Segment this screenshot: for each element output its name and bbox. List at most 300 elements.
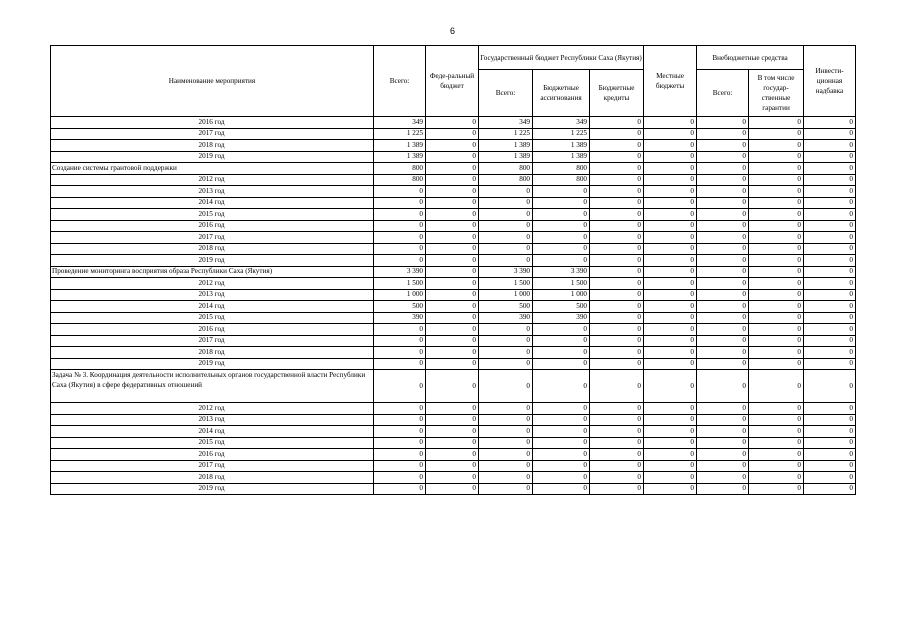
- row-value: 1 389: [374, 140, 426, 152]
- row-value: 0: [804, 460, 856, 472]
- row-value: 1 389: [374, 151, 426, 163]
- row-value: 0: [644, 472, 697, 484]
- row-value: 390: [479, 312, 533, 324]
- row-value: 1 389: [533, 140, 590, 152]
- row-value: 0: [426, 324, 479, 336]
- row-value: 0: [426, 335, 479, 347]
- row-value: 0: [804, 174, 856, 186]
- row-value: 0: [749, 460, 804, 472]
- row-value: 0: [644, 278, 697, 290]
- row-value: 0: [749, 414, 804, 426]
- row-value: 0: [749, 483, 804, 495]
- table-row: [51, 437, 856, 449]
- row-value: 0: [644, 437, 697, 449]
- row-name: 2012 год: [51, 174, 374, 186]
- row-value: 0: [644, 403, 697, 415]
- header-total: Всего:: [374, 46, 426, 117]
- row-value: 0: [749, 437, 804, 449]
- row-value: 0: [590, 472, 644, 484]
- row-value: 0: [697, 163, 749, 175]
- row-value: 0: [697, 483, 749, 495]
- row-value: 0: [590, 266, 644, 278]
- row-value: 0: [374, 472, 426, 484]
- row-value: 0: [697, 140, 749, 152]
- row-value: 0: [374, 437, 426, 449]
- row-value: 0: [590, 460, 644, 472]
- row-value: 0: [374, 449, 426, 461]
- row-value: 0: [804, 197, 856, 209]
- row-value: 0: [804, 370, 856, 403]
- row-value: 0: [533, 483, 590, 495]
- row-value: 1 000: [374, 289, 426, 301]
- row-value: 0: [804, 358, 856, 370]
- row-value: 0: [749, 403, 804, 415]
- row-value: 0: [697, 289, 749, 301]
- row-value: 0: [426, 483, 479, 495]
- row-value: 0: [426, 403, 479, 415]
- row-value: 0: [479, 426, 533, 438]
- row-value: 0: [697, 347, 749, 359]
- row-value: 0: [644, 301, 697, 313]
- row-value: 0: [533, 324, 590, 336]
- row-value: 0: [804, 255, 856, 267]
- row-value: 0: [590, 197, 644, 209]
- row-value: 0: [804, 186, 856, 198]
- header-state-total: Всего:: [479, 70, 533, 117]
- row-value: 0: [426, 347, 479, 359]
- table-header: [51, 46, 856, 117]
- table-row: [51, 472, 856, 484]
- row-value: 1 500: [374, 278, 426, 290]
- table-row: [51, 151, 856, 163]
- row-value: 0: [697, 209, 749, 221]
- row-value: 0: [426, 140, 479, 152]
- row-value: 0: [697, 460, 749, 472]
- row-value: 1 000: [479, 289, 533, 301]
- row-value: 0: [479, 449, 533, 461]
- row-value: 0: [749, 347, 804, 359]
- row-value: 0: [749, 151, 804, 163]
- row-value: 0: [374, 347, 426, 359]
- row-value: 0: [533, 197, 590, 209]
- row-value: 0: [590, 403, 644, 415]
- row-value: 0: [697, 197, 749, 209]
- row-value: 0: [644, 370, 697, 403]
- row-value: 0: [749, 289, 804, 301]
- row-value: 0: [749, 278, 804, 290]
- table-row: [51, 335, 856, 347]
- row-value: 0: [590, 128, 644, 140]
- row-value: 390: [533, 312, 590, 324]
- row-value: 0: [426, 426, 479, 438]
- row-value: 0: [426, 460, 479, 472]
- row-value: 0: [749, 174, 804, 186]
- table-row: [51, 414, 856, 426]
- row-value: 0: [644, 186, 697, 198]
- row-value: 0: [697, 220, 749, 232]
- row-value: 0: [374, 335, 426, 347]
- row-value: 1 389: [479, 151, 533, 163]
- row-name: 2017 год: [51, 128, 374, 140]
- row-value: 0: [644, 163, 697, 175]
- row-value: 0: [697, 232, 749, 244]
- row-value: 0: [533, 449, 590, 461]
- row-value: 0: [804, 324, 856, 336]
- table-row: [51, 312, 856, 324]
- row-value: 0: [804, 266, 856, 278]
- row-value: 0: [804, 289, 856, 301]
- row-value: 0: [533, 209, 590, 221]
- row-value: 0: [644, 460, 697, 472]
- row-value: 0: [644, 151, 697, 163]
- row-value: 0: [804, 403, 856, 415]
- row-value: 0: [697, 370, 749, 403]
- row-value: 390: [374, 312, 426, 324]
- table-row: [51, 197, 856, 209]
- row-value: 0: [426, 232, 479, 244]
- row-value: 0: [804, 449, 856, 461]
- row-value: 1 225: [533, 128, 590, 140]
- row-name: 2016 год: [51, 449, 374, 461]
- row-value: 0: [533, 426, 590, 438]
- table-row: [51, 301, 856, 313]
- row-value: 0: [426, 358, 479, 370]
- row-value: 500: [374, 301, 426, 313]
- row-value: 0: [533, 403, 590, 415]
- row-name: 2017 год: [51, 232, 374, 244]
- row-value: 0: [749, 426, 804, 438]
- row-name: Создание системы грантовой поддержки: [51, 163, 374, 175]
- row-value: 0: [644, 449, 697, 461]
- header-state-allocations: Бюджетные ассигнования: [533, 70, 590, 117]
- row-value: 0: [590, 335, 644, 347]
- row-value: 0: [374, 370, 426, 403]
- row-value: 0: [644, 312, 697, 324]
- row-value: 0: [644, 243, 697, 255]
- row-value: 0: [697, 335, 749, 347]
- row-name: 2017 год: [51, 335, 374, 347]
- row-value: 0: [479, 255, 533, 267]
- row-value: 0: [804, 232, 856, 244]
- row-name: 2012 год: [51, 278, 374, 290]
- row-value: 0: [804, 335, 856, 347]
- row-value: 0: [644, 266, 697, 278]
- row-value: 0: [590, 437, 644, 449]
- row-value: 0: [426, 243, 479, 255]
- table-row: [51, 186, 856, 198]
- row-value: 0: [804, 209, 856, 221]
- row-value: 800: [374, 174, 426, 186]
- row-value: 0: [749, 128, 804, 140]
- row-value: 0: [479, 209, 533, 221]
- row-value: 0: [374, 220, 426, 232]
- row-value: 0: [749, 232, 804, 244]
- table-row: [51, 289, 856, 301]
- row-value: 0: [644, 289, 697, 301]
- row-value: 0: [426, 449, 479, 461]
- row-value: 0: [697, 151, 749, 163]
- row-value: 0: [804, 426, 856, 438]
- row-value: 0: [749, 163, 804, 175]
- row-value: 0: [804, 483, 856, 495]
- row-value: 0: [644, 358, 697, 370]
- row-value: 1 389: [479, 140, 533, 152]
- row-value: 0: [374, 358, 426, 370]
- row-value: 349: [533, 117, 590, 129]
- table-row: [51, 483, 856, 495]
- row-value: 800: [533, 163, 590, 175]
- row-value: 0: [533, 186, 590, 198]
- header-invest: Инвести-ционная надбавка: [804, 46, 856, 117]
- header-local: Местные бюджеты: [644, 46, 697, 117]
- row-value: 0: [804, 472, 856, 484]
- row-value: 0: [426, 209, 479, 221]
- row-value: 0: [590, 255, 644, 267]
- row-value: 0: [426, 163, 479, 175]
- row-name: 2016 год: [51, 220, 374, 232]
- row-value: 0: [804, 312, 856, 324]
- row-value: 0: [426, 174, 479, 186]
- row-value: 0: [749, 243, 804, 255]
- row-value: 0: [590, 301, 644, 313]
- table-row: [51, 403, 856, 415]
- row-value: 0: [479, 324, 533, 336]
- row-value: 0: [479, 243, 533, 255]
- row-value: 0: [426, 255, 479, 267]
- row-value: 0: [697, 358, 749, 370]
- row-value: 0: [697, 278, 749, 290]
- row-value: 0: [479, 197, 533, 209]
- page-number: 6: [449, 26, 455, 36]
- row-name: Задача № 3. Координация деятельности исполнительных органов государственной власти Республики Саха (Якутия) в сфере федеративных отношений: [51, 370, 374, 403]
- row-value: 0: [804, 437, 856, 449]
- row-value: 0: [590, 151, 644, 163]
- row-value: 3 390: [479, 266, 533, 278]
- row-value: 0: [533, 255, 590, 267]
- row-value: 0: [374, 209, 426, 221]
- row-value: 0: [590, 483, 644, 495]
- row-value: 0: [426, 197, 479, 209]
- header-extra-total: Всего:: [697, 70, 749, 117]
- budget-table: [50, 45, 856, 495]
- table-row: [51, 347, 856, 359]
- row-value: 0: [697, 174, 749, 186]
- row-value: 0: [697, 128, 749, 140]
- row-value: 0: [590, 174, 644, 186]
- row-value: 0: [697, 301, 749, 313]
- header-state-credits: Бюджетные кредиты: [590, 70, 644, 117]
- row-value: 0: [374, 186, 426, 198]
- row-value: 1 000: [533, 289, 590, 301]
- row-value: 0: [590, 347, 644, 359]
- row-value: 0: [644, 232, 697, 244]
- header-state-budget: Государственный бюджет Республики Саха (Якутия): [479, 46, 644, 70]
- row-value: 0: [644, 335, 697, 347]
- table-row: [51, 232, 856, 244]
- row-value: 800: [374, 163, 426, 175]
- row-value: 0: [749, 472, 804, 484]
- header-extra-budget: Внебюджетные средства: [697, 46, 804, 70]
- row-value: 0: [804, 414, 856, 426]
- row-value: 0: [590, 324, 644, 336]
- header-extra-guarantees: В том числе государ-ственные гарантии: [749, 70, 804, 117]
- table-row: [51, 163, 856, 175]
- row-value: 1 225: [479, 128, 533, 140]
- row-value: 0: [644, 197, 697, 209]
- table-row: [51, 243, 856, 255]
- row-value: 0: [426, 437, 479, 449]
- table-row: [51, 460, 856, 472]
- table-row: [51, 220, 856, 232]
- row-name: 2014 год: [51, 426, 374, 438]
- row-value: 0: [590, 278, 644, 290]
- row-value: 0: [749, 140, 804, 152]
- row-value: 3 390: [374, 266, 426, 278]
- row-value: 0: [479, 437, 533, 449]
- row-value: 0: [590, 312, 644, 324]
- table-row: [51, 426, 856, 438]
- row-value: 0: [749, 266, 804, 278]
- row-value: 0: [533, 414, 590, 426]
- row-value: 0: [749, 186, 804, 198]
- row-name: 2018 год: [51, 472, 374, 484]
- table-row: [51, 209, 856, 221]
- row-name: 2017 год: [51, 460, 374, 472]
- row-name: 2014 год: [51, 301, 374, 313]
- row-value: 0: [804, 151, 856, 163]
- row-value: 0: [644, 483, 697, 495]
- row-value: 0: [697, 472, 749, 484]
- table-row: [51, 128, 856, 140]
- row-value: 0: [804, 220, 856, 232]
- table-row: [51, 117, 856, 129]
- row-value: 0: [426, 151, 479, 163]
- row-value: 0: [590, 140, 644, 152]
- table-row: [51, 255, 856, 267]
- row-value: 0: [590, 426, 644, 438]
- row-value: 0: [426, 220, 479, 232]
- row-value: 0: [374, 324, 426, 336]
- row-value: 0: [533, 220, 590, 232]
- row-name: Проведение мониторинга восприятия образа Республики Саха (Якутия): [51, 266, 374, 278]
- row-value: 0: [479, 335, 533, 347]
- row-value: 0: [590, 243, 644, 255]
- row-value: 0: [426, 266, 479, 278]
- row-value: 0: [644, 209, 697, 221]
- row-value: 0: [479, 232, 533, 244]
- row-value: 0: [479, 483, 533, 495]
- table-row: [51, 449, 856, 461]
- row-value: 0: [804, 347, 856, 359]
- row-value: 0: [697, 255, 749, 267]
- row-value: 0: [644, 324, 697, 336]
- row-value: 0: [697, 414, 749, 426]
- row-value: 0: [590, 220, 644, 232]
- row-value: 0: [426, 117, 479, 129]
- row-value: 349: [374, 117, 426, 129]
- row-value: 0: [644, 426, 697, 438]
- table-row: [51, 324, 856, 336]
- row-name: 2019 год: [51, 151, 374, 163]
- row-value: 0: [697, 449, 749, 461]
- row-value: 1 389: [533, 151, 590, 163]
- table-row: [51, 358, 856, 370]
- row-value: 3 390: [533, 266, 590, 278]
- row-value: 0: [749, 301, 804, 313]
- row-value: 1 225: [374, 128, 426, 140]
- row-value: 0: [590, 370, 644, 403]
- row-name: 2018 год: [51, 347, 374, 359]
- row-value: 0: [374, 403, 426, 415]
- row-value: 800: [479, 174, 533, 186]
- row-value: 0: [374, 426, 426, 438]
- row-value: 0: [426, 312, 479, 324]
- row-value: 0: [374, 483, 426, 495]
- table-row: [51, 278, 856, 290]
- row-value: 0: [374, 414, 426, 426]
- row-value: 1 500: [479, 278, 533, 290]
- row-value: 0: [590, 186, 644, 198]
- row-value: 0: [590, 163, 644, 175]
- row-value: 0: [590, 232, 644, 244]
- row-value: 0: [533, 370, 590, 403]
- row-value: 0: [644, 117, 697, 129]
- row-value: 0: [533, 437, 590, 449]
- row-name: 2013 год: [51, 289, 374, 301]
- row-value: 0: [479, 472, 533, 484]
- row-value: 0: [426, 472, 479, 484]
- row-value: 0: [749, 324, 804, 336]
- row-value: 0: [426, 128, 479, 140]
- row-value: 0: [590, 117, 644, 129]
- row-value: 0: [590, 449, 644, 461]
- row-value: 349: [479, 117, 533, 129]
- row-name: 2018 год: [51, 140, 374, 152]
- row-value: 0: [749, 197, 804, 209]
- row-value: 0: [426, 370, 479, 403]
- row-value: 0: [479, 460, 533, 472]
- row-value: 0: [374, 197, 426, 209]
- row-name: 2013 год: [51, 186, 374, 198]
- table-row: [51, 174, 856, 186]
- row-value: 0: [644, 347, 697, 359]
- row-value: 0: [533, 232, 590, 244]
- row-value: 0: [697, 266, 749, 278]
- row-value: 0: [426, 278, 479, 290]
- row-value: 0: [749, 312, 804, 324]
- row-value: 0: [804, 128, 856, 140]
- row-value: 0: [749, 449, 804, 461]
- row-value: 0: [590, 414, 644, 426]
- row-value: 0: [479, 220, 533, 232]
- row-value: 0: [533, 472, 590, 484]
- row-value: 0: [644, 128, 697, 140]
- row-value: 0: [804, 163, 856, 175]
- row-value: 0: [804, 278, 856, 290]
- row-name: 2018 год: [51, 243, 374, 255]
- row-value: 0: [374, 460, 426, 472]
- row-value: 0: [749, 209, 804, 221]
- row-value: 0: [426, 289, 479, 301]
- row-value: 0: [479, 370, 533, 403]
- row-value: 0: [697, 324, 749, 336]
- row-value: 0: [804, 117, 856, 129]
- row-value: 0: [590, 289, 644, 301]
- row-value: 0: [644, 255, 697, 267]
- row-value: 0: [749, 358, 804, 370]
- row-name: 2015 год: [51, 437, 374, 449]
- table-row: [51, 370, 856, 403]
